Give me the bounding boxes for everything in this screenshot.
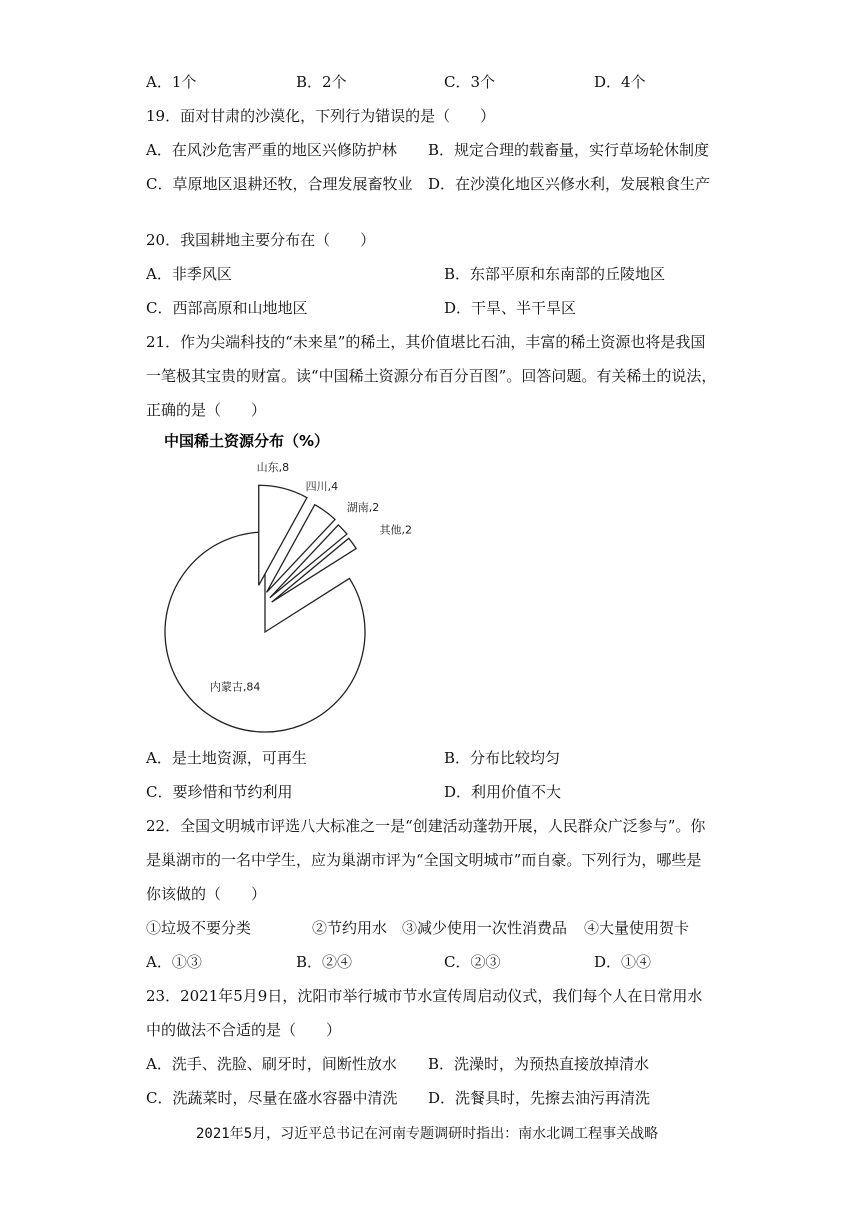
q21-option-b: B．分布比较均匀 (444, 749, 561, 767)
q22-item-1: ①垃圾不要分类 (146, 919, 252, 937)
q21-stem-line-3: 正确的是（ ） (146, 401, 267, 419)
pie-label-3: 四川,4 (305, 480, 339, 494)
q18-option-d: D．4个 (594, 73, 646, 91)
q22-option-a: A．①③ (146, 953, 202, 971)
q18-option-a: A．1个 (146, 73, 197, 91)
q19-option-b: B．规定合理的载畜量，实行草场轮休制度 (428, 141, 710, 159)
q23-option-a: A．洗手、洗脸、刷牙时，间断性放水 (146, 1055, 397, 1073)
q22-stem-line-3: 你该做的（ ） (146, 885, 267, 903)
page-footer: 2021年5月，习近平总书记在河南专题调研时指出：南水北调工程事关战略 (196, 1126, 659, 1142)
q20-option-a: A．非季风区 (146, 265, 232, 283)
q23-option-b: B．洗澡时，为预热直接放掉清水 (428, 1055, 650, 1073)
q21-stem-line-2: 一笔极其宝贵的财富。读“中国稀土资源分布百分百图”。回答问题。有关稀土的说法， (146, 367, 717, 385)
q19-option-d: D．在沙漠化地区兴修水利，发展粮食生产 (428, 175, 711, 193)
q23-stem-line-2: 中的做法不合适的是（ ） (146, 1021, 342, 1039)
q23-option-d: D．洗餐具时，先擦去油污再清洗 (428, 1089, 651, 1107)
q22-option-b: B．②④ (296, 953, 353, 971)
q19-stem: 19．面对甘肃的沙漠化，下列行为错误的是（ ） (146, 107, 496, 125)
pie-label-1: 内蒙古,84 (209, 680, 261, 694)
q19-option-c: C．草原地区退耕还牧，合理发展畜牧业 (146, 175, 413, 193)
q21-option-a: A．是土地资源，可再生 (146, 749, 307, 767)
q21-option-c: C．要珍惜和节约利用 (146, 783, 293, 801)
pie-label-4: 湖南,2 (346, 501, 380, 515)
q22-option-d: D．①④ (594, 953, 652, 971)
q22-stem-line-2: 是巢湖市的一名中学生，应为巢湖市评为“全国文明城市”而自豪。下列行为，哪些是 (146, 851, 702, 869)
pie-label-2: 山东,8 (256, 461, 290, 475)
q23-stem-line-1: 23．2021年5月9日，沈阳市举行城市节水宣传周启动仪式，我们每个人在日常用水 (146, 987, 703, 1005)
q22-option-c: C．②③ (444, 953, 501, 971)
rare-earth-pie-chart (140, 420, 412, 730)
q20-option-b: B．东部平原和东南部的丘陵地区 (444, 265, 666, 283)
q20-option-d: D．干旱、半干旱区 (444, 299, 577, 317)
q20-option-c: C．西部高原和山地地区 (146, 299, 308, 317)
q23-option-c: C．洗蔬菜时，尽量在盛水容器中清洗 (146, 1089, 398, 1107)
q20-stem: 20．我国耕地主要分布在（ ） (146, 231, 376, 249)
pie-label-5: 其他,2 (379, 523, 412, 537)
chart-title: 中国稀土资源分布（%） (164, 432, 330, 450)
q21-option-d: D．利用价值不大 (444, 783, 562, 801)
q22-stem-line-1: 22．全国文明城市评选八大标准之一是“创建活动蓬勃开展，人民群众广泛参与”。你 (146, 817, 706, 835)
q19-option-a: A．在风沙危害严重的地区兴修防护林 (146, 141, 397, 159)
q18-option-b: B．2个 (296, 73, 347, 91)
q22-item-2: ②节约用水 (312, 919, 388, 937)
q21-stem-line-1: 21．作为尖端科技的“未来星”的稀土，其价值堪比石油，丰富的稀土资源也将是我国 (146, 333, 706, 351)
q22-item-4: ④大量使用贺卡 (584, 919, 690, 937)
q22-item-3: ③减少使用一次性消费品 (402, 919, 568, 937)
q18-option-c: C．3个 (444, 73, 496, 91)
